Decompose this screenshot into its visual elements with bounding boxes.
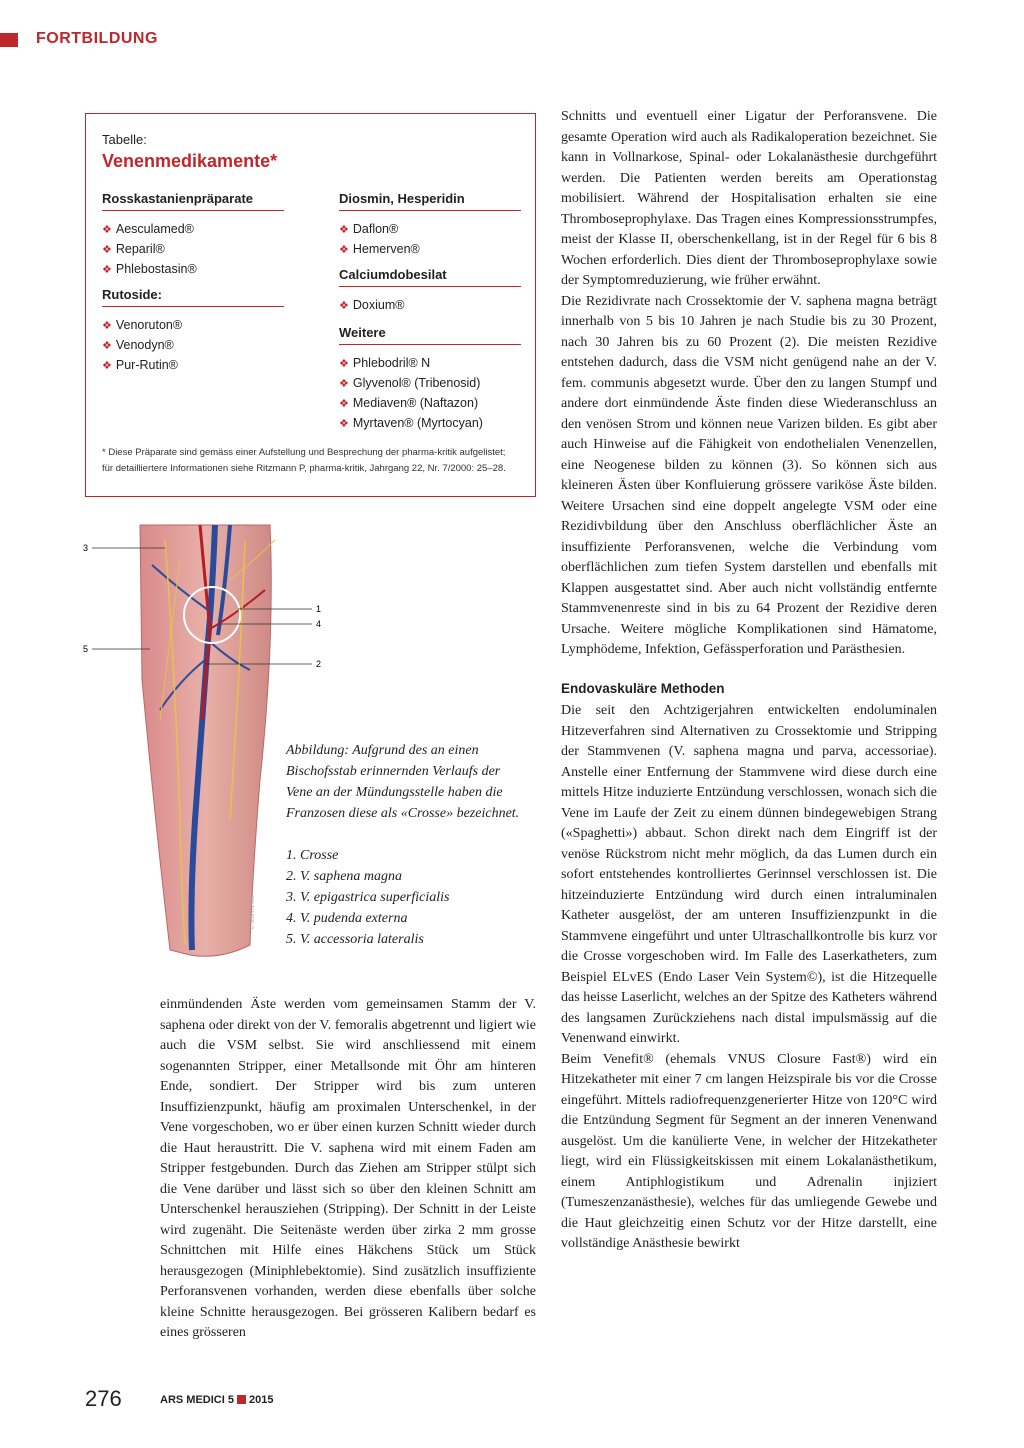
list-item: ❖ Phlebodril® N: [339, 356, 431, 370]
diamond-icon: ❖: [339, 224, 349, 236]
list-item: ❖ Hemerven®: [339, 242, 420, 256]
table-box: [85, 113, 536, 497]
legend-item: 3. V. epigastrica superficialis: [286, 890, 450, 905]
list-item: ❖ Doxium®: [339, 298, 405, 312]
list-item: ❖ Pur-Rutin®: [102, 358, 178, 372]
figure-label-5: 5: [83, 644, 89, 654]
legend-item: 5. V. accessoria lateralis: [286, 932, 424, 947]
body-paragraph: einmündenden Äste werden vom gemeinsamen Stamm der V. saphena oder direkt von der V. femoralis abgetrennt und ligiert wie auch die VSM selbst. Sie wird anschliessend mit einem sogenannten Stripper, einer Metallsonde mit Öhr am hinteren Ende, sondiert. Der Stripper wird bis zum unteren Insuffizienzpunkt, häufig am proximalen Unterschenkel, in der Vene vorgeschoben, wo er über einen kurzen Schnitt wieder durch die Haut heraustritt. Die V. saphena wird mit einem Faden am Stripper festgebunden. Durch das Ziehen am Stripper stülpt sich die Vene darüber und lässt sich so über den kleinen Schnitt am Unterschenkel herausziehen (Stripping). Der Schnitt in der Leiste wird zugenäht. Die Seitenäste werden über zirka 2 mm grosse Schnittchen mit Hilfe eines Häkchens Stück um Stück herausgezogen (Miniphlebektomie). Sind zusätzlich insuffiziente Perforansvenen vorhanden, werden diese ebenfalls über solche kleine Schnitte herausgezogen. Bei grösseren Kalibern bedarf es eines grösseren: [160, 997, 536, 1340]
table-column-left: [102, 191, 284, 375]
list-item: ❖ Daflon®: [339, 222, 399, 236]
diamond-icon: ❖: [339, 378, 349, 390]
list-item: ❖ Reparil®: [102, 242, 165, 256]
body-column-left: [160, 995, 536, 1344]
body-paragraph: Die Rezidivrate nach Crossektomie der V. saphena magna beträgt innerhalb von 5 bis 10 Jahren je nach Studie bis zu 30 Prozent, nach 30 Jahren bis zu 60 Prozent (2). Die meisten Rezidive entstehen dadurch, dass die VSM nicht genügend nahe an der V. fem. communis abgesetzt wurde. Über den zu langen Stumpf und andere dort einmündende Äste finden diese Wiederanschluss an den venösen Strom und können neue Varizen bilden. Es gibt aber auch Hinweise auf die Fähigkeit von endothelialen Venenzellen, eine Neogenese bilden zu können (3). So können sich aus kleineren Ästen über Konfluierung grössere variköse Äste bilden. Weitere Ursachen sind eine doppelt angelegte VSM oder eine Rezidivbildung über den Anschluss oberflächlicher Äste an insuffiziente Perforansvenen, welche die Verbindung vom oberflächlichen zum tiefen System darstellen und ebenfalls mit Klappen ausgestattet sind. Aber auch nicht vollständig entfernte Stammvenenreste sind in bis zu 64 Prozent der Rezidive deren Ursache. Weitere mögliche Komplikationen sind Hämatome, Lymphödeme, Infektion, Gefässperforation und Parästhesien.: [561, 293, 937, 657]
diamond-icon: ❖: [339, 398, 349, 410]
group-heading: Weitere: [339, 325, 521, 345]
diamond-icon: ❖: [339, 300, 349, 312]
diamond-icon: ❖: [102, 224, 112, 236]
diamond-icon: ❖: [102, 244, 112, 256]
diamond-icon: ❖: [102, 264, 112, 276]
group-heading: Calciumdobesilat: [339, 267, 521, 287]
list-item: ❖ Mediaven® (Naftazon): [339, 396, 479, 410]
body-paragraph: Schnitts und eventuell einer Ligatur der Perforansvene. Die gesamte Operation wird auch als Radikaloperation bezeichnet. Sie kann in Vollnarkose, Spinal- oder Lokalanästhesie durchgeführt werden. Die Patienten werden bereits am Operationstag mobilisiert. Während der Hospitalisation erhalten sie eine Thromboseprophylaxe. Das Tragen eines Kompressionsstrumpfes, meist der Klasse II, oberschenkellang, ist in der Regel für 6 bis 8 Wochen erforderlich. Dies dient der Thromboseprophylaxe sowie der Symptomreduzierung, wie früher erwähnt.: [561, 109, 937, 288]
list-item: ❖ Aesculamed®: [102, 222, 194, 236]
journal-info: ARS MEDICI 5 2015: [160, 1394, 274, 1406]
list-item: ❖ Phlebostasin®: [102, 262, 197, 276]
legend-item: 1. Crosse: [286, 848, 339, 863]
group-heading: Rosskastanienpräparate: [102, 191, 284, 211]
body-paragraph: Die seit den Achtzigerjahren entwickelten endoluminalen Hitzeverfahren sind Alternativen zu Crossektomie und Stripping der Stammvenen (V. saphena magna und parva, accessoriae). Anstelle einer Entfernung der Stammvene wird diese durch eine mittels Hitze induzierte Entzündung verschlossen, wonach sich die Vene im Laufe der Zeit zu einem dünnen bindegewebigen Strang («Spaghetti») abbaut. Schon direkt nach dem Eingriff ist der venöse Rückstrom nicht mehr möglich, da das Lumen durch ein sofort entstehendes kontrolliertes Gerinnsel verschlossen ist. Die hitzeinduzierte Entzündung wird durch einen intraluminalen Katheter ausgelöst, der am unteren Insuffizienzpunkt in die Stammvene eingeführt und unter Ultraschallkontrolle bis kurz vor die Crosse vorgeschoben wird. Im Falle des Laserkatheters, zum Beispiel ELvES (Endo Laser Vein System©), ist die Hitzequelle das heisse Laserlicht, welches an der Spitze des Katheters während des langsamen Zurückziehens nach distal impulsmässig auf die Venenwand einwirkt.: [561, 703, 937, 1046]
table-label: Tabelle:: [102, 132, 147, 147]
list-item: ❖ Glyvenol® (Tribenosid): [339, 376, 481, 390]
page-number: 276: [85, 1386, 122, 1411]
diamond-icon: ❖: [102, 340, 112, 352]
list-item: ❖ Myrtaven® (Myrtocyan): [339, 416, 483, 430]
diamond-icon: ❖: [102, 320, 112, 332]
section-header: FORTBILDUNG: [36, 30, 158, 47]
figure-label-2: 2: [316, 659, 322, 669]
list-item: ❖ Venoruton®: [102, 318, 183, 332]
square-icon: [237, 1395, 246, 1404]
list-item: ❖ Venodyn®: [102, 338, 174, 352]
body-paragraph: Beim Venefit® (ehemals VNUS Closure Fast®) wird ein Hitzekatheter mit einer 7 cm langen Heizspirale bis vor die Crosse eingeführt. Mittels radiofrequenzgenerierter Hitze von 120°C wird die Entzündung Segment für Segment an der inneren Venenwand ausgelöst. Um die kanülierte Vene, in welcher der Hitzekatheter liegt, wird ein Flüssigkeitskissen mit einem Lokalanästhetikum, einem Antiphlogistikum und Adrenalin injiziert (Tumeszenzanästhesie), welches für das umliegende Gewebe und die Haut gleichzeitig einen Schutz vor der Hitze darstellt, eine vollständige Anästhesie bewirkt: [561, 1051, 937, 1251]
diamond-icon: ❖: [102, 360, 112, 372]
group-heading: Rutoside:: [102, 287, 284, 307]
section-heading: Endovaskuläre Methoden: [561, 680, 725, 696]
body-column-right: [561, 107, 937, 1255]
header-accent-bar: [0, 33, 18, 47]
figure-label-1: 1: [316, 604, 322, 614]
table-title: Venenmedikamente*: [102, 151, 278, 171]
image-credit: © SIGVARIS: [250, 896, 256, 930]
table-column-right: [339, 191, 521, 433]
figure-label-4: 4: [316, 619, 322, 629]
diamond-icon: ❖: [339, 418, 349, 430]
table-footnote: * Diese Präparate sind gemäss einer Aufstellung und Besprechung der pharma-kritik aufgelistet; für detailliertere Informationen siehe Ritzmann P, pharma-kritik, Jahrgang 22, Nr. 7/2000: 25–28.: [102, 447, 506, 474]
group-heading: Diosmin, Hesperidin: [339, 191, 521, 211]
legend-item: 2. V. saphena magna: [286, 869, 403, 884]
caption-text: Abbildung: Aufgrund des an einen Bischofsstab erinnernden Verlaufs der Vene an der Mündungsstelle haben die Franzosen diese als «Crosse» bezeichnet.: [286, 743, 520, 821]
diamond-icon: ❖: [339, 244, 349, 256]
figure-caption: [286, 740, 526, 950]
figure-label-3: 3: [83, 543, 89, 553]
legend-item: 4. V. pudenda externa: [286, 911, 408, 926]
diamond-icon: ❖: [339, 358, 349, 370]
